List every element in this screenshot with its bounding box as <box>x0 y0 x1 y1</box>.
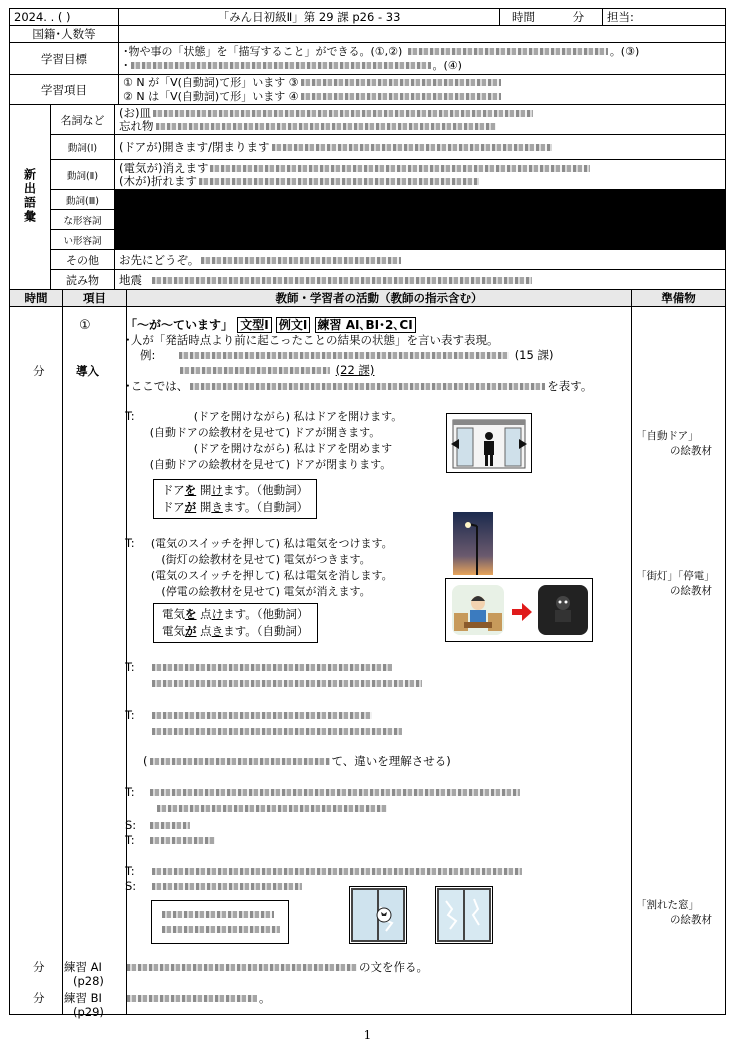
items-text <box>119 75 726 105</box>
col-prep: 準備物 <box>632 290 726 307</box>
box2-noun2: 電気 <box>162 624 185 638</box>
prep-window-2: の絵教材 <box>670 914 712 926</box>
window-picture <box>435 886 493 944</box>
box1-noun2: ドア <box>162 500 185 514</box>
verb2-line2: (木が)折れます <box>119 173 197 188</box>
time-cell <box>500 9 603 26</box>
ref-lesson-15: (15 課) <box>514 348 554 362</box>
door1-text: 私はドアを開けます。 <box>293 410 403 423</box>
t-label-3: T: <box>125 660 135 674</box>
box1-verb1-kana: け <box>211 483 223 497</box>
box2-particle2: が <box>185 624 197 638</box>
box2-verb1-tail: ます。（他動詞） <box>223 607 309 621</box>
box1-verb1-stem: 開 <box>199 483 212 497</box>
door4-cue: (自動ドアの絵教材を見せて) <box>149 458 290 471</box>
elec4-text: 電気が消えます。 <box>283 585 371 598</box>
other-text: お先にどうぞ。 <box>119 252 200 267</box>
other-cell <box>115 250 726 270</box>
redacted-answer-box <box>151 900 289 944</box>
verb2-label: 動詞(Ⅱ) <box>51 160 115 190</box>
door4-text: ドアが閉まります。 <box>293 458 392 471</box>
street-light-picture <box>453 512 493 575</box>
t-label-4: T: <box>125 708 135 722</box>
verb1-label: 動詞(Ⅰ) <box>51 135 115 160</box>
pattern-title: 「～が～ています」 <box>125 318 234 332</box>
example-line <box>140 347 553 363</box>
verb2-cell <box>115 160 726 190</box>
verb3-label: 動詞(Ⅲ) <box>51 190 115 210</box>
automatic-door-icon <box>447 414 531 472</box>
step-number-1: ① <box>79 318 91 333</box>
prep-window: 「割れた窓」 <box>636 899 699 911</box>
page-number: 1 <box>363 1028 372 1042</box>
col-activity: 教師・学習者の活動（教師の指示含む） <box>127 290 632 307</box>
col-item: 項目 <box>63 290 127 307</box>
light-on-off-icon <box>446 579 592 641</box>
practice-b-label: 練習 BⅠ <box>64 991 102 1005</box>
t-label-2: T: <box>125 536 135 550</box>
door-verb-box <box>153 479 317 519</box>
here-prefix: ･ここでは、 <box>125 379 189 393</box>
s-label-2: S: <box>125 879 137 893</box>
minutes-label: 分 <box>572 10 585 24</box>
elec2-text: 電気がつきます。 <box>283 553 371 566</box>
reading-text: 地震 <box>119 272 142 287</box>
elec3-text: 私は電気を消します。 <box>283 569 393 582</box>
box2-verb2-kana: き <box>211 624 224 638</box>
s-label-1: S: <box>125 818 137 832</box>
door3-cue: (ドアを開けながら) <box>193 442 290 455</box>
broken-window-icon <box>350 887 406 943</box>
na-adj-label: な形容詞 <box>51 210 115 230</box>
intro-label: 導入 <box>76 364 99 378</box>
compare-note <box>143 753 451 769</box>
item-1: ① N が「V(自動詞)て形」います ③ <box>123 75 299 89</box>
t-label-7: T: <box>125 864 135 878</box>
verb1-cell <box>115 135 726 160</box>
nationality-label: 国籍･人数等 <box>10 26 119 43</box>
goal-line1-end: 。(③) <box>609 44 640 58</box>
tag-sentence-pattern: 文型Ⅰ <box>237 317 271 333</box>
ref-lesson-22: (22 課) <box>335 363 375 377</box>
door2-text: ドアが開きます。 <box>293 426 381 439</box>
door1-cue: (ドアを開けながら) <box>193 410 290 423</box>
practice-b-text <box>125 990 271 1006</box>
noun-line1: (お)皿 <box>119 105 151 120</box>
goal-line2-end: 。(④) <box>432 58 462 72</box>
redacted-block <box>115 190 726 250</box>
here-suffix: を表す。 <box>547 379 593 393</box>
reading-label: 読み物 <box>51 270 115 290</box>
lesson-title: 「みん日初級Ⅱ」第 29 課 p26 - 33 <box>119 9 500 26</box>
goal-text: ･物や事の「状態」を「描写すること」ができる。(①,②) 。(③) ･ 。(④) <box>119 43 726 75</box>
practice-b-suffix: 。 <box>259 991 271 1005</box>
door-dialog <box>148 409 402 473</box>
box2-verb2-tail: ます。（自動詞） <box>223 624 309 638</box>
header-table <box>9 8 726 43</box>
practice-a-label: 練習 AⅠ <box>64 960 102 974</box>
elec4-cue: (停電の絵教材を見せて) <box>161 585 280 598</box>
tag-example: 例文Ⅰ <box>276 317 310 333</box>
vocab-table <box>9 104 726 290</box>
blackout-picture <box>445 578 593 642</box>
min-label-1: 分 <box>33 364 45 378</box>
practice-a-suffix: の文を作る。 <box>359 960 428 974</box>
t-label-6: T: <box>125 833 135 847</box>
practice-b-page: (p29) <box>73 1005 104 1019</box>
elec2-cue: (街灯の絵教材を見せて) <box>161 553 280 566</box>
practice-a-page: (p28) <box>73 974 104 988</box>
door2-cue: (自動ドアの絵教材を見せて) <box>149 426 290 439</box>
box2-noun1: 電気 <box>162 607 185 621</box>
broken-window-picture <box>349 886 407 944</box>
box2-verb2-stem: 点 <box>200 624 212 638</box>
elec1-text: 私は電気をつけます。 <box>283 537 393 550</box>
prep-door-2: の絵教材 <box>670 445 712 457</box>
reading-cell <box>115 270 726 290</box>
item-2: ② N は「V(自動詞)て形」います ④ <box>123 89 299 103</box>
compare-prefix: ( <box>143 754 148 768</box>
prep-door: 「自動ドア」 <box>636 430 699 442</box>
here-line <box>125 378 592 394</box>
example-label: 例: <box>140 348 156 362</box>
noun-cell <box>115 105 726 135</box>
goal-label: 学習目標 <box>10 43 119 75</box>
box1-verb2-stem: 開 <box>199 500 212 514</box>
box1-verb2-tail: ます。（自動詞） <box>222 500 309 514</box>
box1-particle1: を <box>184 483 197 497</box>
box1-verb2-kana: き <box>211 500 223 514</box>
verb2-line1: (電気が)消えます <box>119 160 209 175</box>
noun-label: 名詞など <box>51 105 115 135</box>
item-column <box>63 307 127 1015</box>
goals-table <box>9 42 726 105</box>
other-label: その他 <box>51 250 115 270</box>
elec3-cue: (電気のスイッチを押して) <box>150 569 280 582</box>
street-light-icon <box>453 512 493 575</box>
box1-verb1-tail: ます。（他動詞） <box>222 483 309 497</box>
example-line-2 <box>178 362 374 378</box>
min-label-2: 分 <box>33 960 45 974</box>
box1-noun1: ドア <box>162 483 185 497</box>
prep-street: 「街灯」「停電」 <box>636 570 715 582</box>
date-cell: 2024. . ( ) <box>10 9 119 26</box>
pattern-heading <box>125 316 416 333</box>
practice-a-text <box>125 959 428 975</box>
vocab-section-label: 新出語彙 <box>10 105 51 290</box>
verb1-text: (ドアが)開きます/閉まります <box>119 140 270 154</box>
i-adj-label: い形容詞 <box>51 230 115 250</box>
col-time: 時間 <box>10 290 63 307</box>
box2-verb1-stem: 点 <box>200 607 212 621</box>
noun-line2: 忘れ物 <box>119 118 154 133</box>
compare-suffix: て、違いを理解させる) <box>331 754 451 768</box>
nationality-value <box>119 26 726 43</box>
items-label: 学習項目 <box>10 75 119 105</box>
t-label-5: T: <box>125 785 135 799</box>
automatic-door-picture <box>446 413 532 473</box>
cracked-window-icon <box>436 887 492 943</box>
electricity-dialog <box>148 536 393 600</box>
elec1-cue: (電気のスイッチを押して) <box>150 537 280 550</box>
door3-text: 私はドアを閉めます <box>293 442 393 455</box>
box2-particle1: を <box>185 607 197 621</box>
prep-street-2: の絵教材 <box>670 585 712 597</box>
goal-line1: ･物や事の「状態」を「描写すること」ができる。(①,②) <box>123 44 403 58</box>
lesson-plan-sheet <box>9 8 726 1015</box>
tag-practice: 練習 AⅠ､BⅠ･2､CⅠ <box>315 317 416 333</box>
teacher-cell: 担当: <box>603 9 726 26</box>
min-label-3: 分 <box>33 991 45 1005</box>
box2-verb1-kana: け <box>211 607 224 621</box>
time-column <box>10 307 63 1015</box>
box1-particle2: が <box>184 500 197 514</box>
electricity-verb-box <box>153 603 318 643</box>
t-label-1: T: <box>125 409 135 423</box>
explain-text: ･人が「発話時点より前に起こったことの結果の状態」を言い表す表現。 <box>125 333 499 347</box>
time-label: 時間 <box>512 10 535 24</box>
